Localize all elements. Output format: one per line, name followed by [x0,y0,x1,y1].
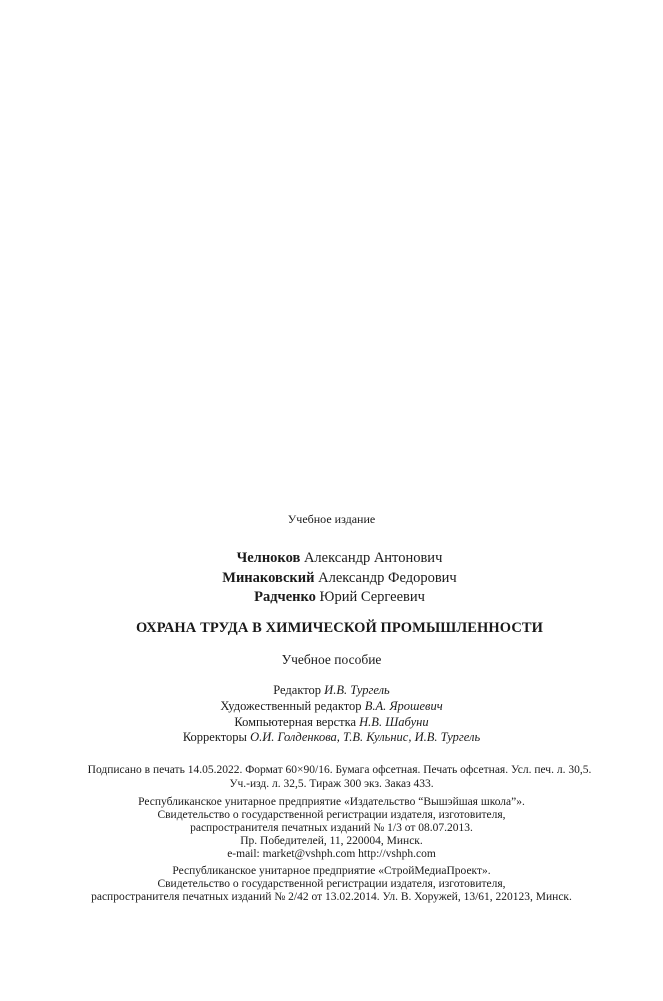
credit-layout-role: Компьютерная верстка [234,715,357,729]
book-title: ОХРАНА ТРУДА В ХИМИЧЕСКОЙ ПРОМЫШЛЕННОСТИ [135,620,544,636]
publisher-line-2: Свидетельство о государственной регистрации издателя, изготовителя, [157,809,506,821]
author-1-given-names: Александр Антонович [303,550,443,566]
credit-layout [0,716,663,729]
print-info-line-2: Уч.-изд. л. 32,5. Тираж 300 экз. Заказ 433. [229,778,434,790]
credit-proofreaders-role: Корректоры [182,730,247,744]
publisher-address: Пр. Победителей, 11, 220004, Минск. [240,835,423,847]
credit-layout-names: Н.В. Шабуни [359,715,429,729]
credit-proofreaders [0,731,663,744]
book-genre: Учебное пособие [281,652,382,667]
publisher-contacts: e-mail: market@vshph.com http://vshph.com [227,848,436,860]
credit-editor-names: И.В. Тургель [324,683,390,697]
edition-type: Учебное издание [287,512,376,526]
author-1 [8,551,663,566]
printer-line-3: распространителя печатных изданий № 2/42 от 13.02.2014. Ул. В. Хоружей, 13/61, 220123, Минск. [91,891,572,903]
author-1-surname: Челноков [236,550,301,566]
credit-editor-role: Редактор [273,683,322,697]
credit-proofreaders-names: О.И. Голденкова, Т.В. Кульнис, И.В. Тургель [250,730,481,744]
publisher-line-3: распространителя печатных изданий № 1/3 от 08.07.2013. [190,822,473,834]
author-2-given-names: Александр Федорович [318,570,457,586]
printer-line-2: Свидетельство о государственной регистрации издателя, изготовителя, [157,878,506,890]
print-info-line-1: Подписано в печать 14.05.2022. Формат 60×90/16. Бумага офсетная. Печать офсетная. Усл. печ. л. 30,5. [87,764,592,776]
author-2-surname: Минаковский [222,570,315,586]
credit-art-editor-names: В.А. Ярошевич [364,699,443,713]
credit-art-editor-role: Художественный редактор [220,699,362,713]
credit-editor [0,684,663,697]
publisher-line-1: Республиканское унитарное предприятие «Издательство “Вышэйшая школа”». [138,796,525,808]
author-3 [8,590,663,605]
printer-line-1: Республиканское унитарное предприятие «СтройМедиаПроект». [172,865,491,877]
author-3-surname: Радченко [254,589,316,605]
author-2 [8,571,663,586]
credit-art-editor [0,700,663,713]
author-3-given-names: Юрий Сергеевич [319,589,425,605]
